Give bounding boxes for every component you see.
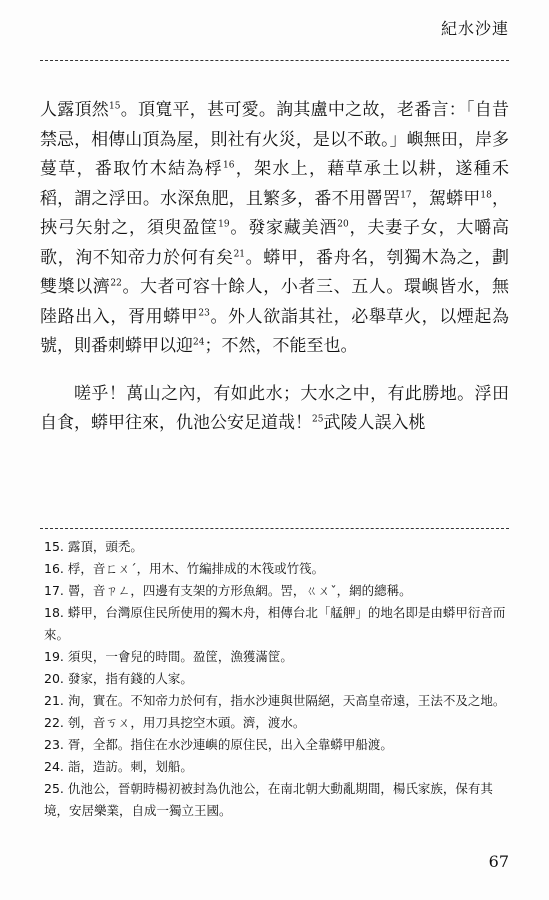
running-header: 紀水沙連 [440,19,509,38]
text-run: 人露頂然 [40,100,110,120]
footnote-marker: 21 [233,248,246,259]
footnote-marker: 17 [400,189,412,200]
footnote-marker: 15 [109,101,121,112]
footnote-marker: 20 [337,219,349,230]
footnote-marker: 18 [480,189,492,200]
main-text [40,96,509,439]
footnote-divider [40,528,509,529]
footnote-marker: 22 [110,278,122,289]
text-run: 。大者可容十餘人，小者三、五人。環嶼皆水，無陸路出入，胥用蟒甲 [40,277,510,327]
text-run: 嗟乎！萬山之內，有如此水；大水之中，有此勝地。浮田自食，蟒甲往來，仇池公安足道哉！ [40,383,509,433]
text-run: ，駕蟒甲 [411,188,481,209]
paragraph-1 [40,96,509,362]
text-run: 。發家藏美酒 [229,218,338,238]
footnote-marker: 25 [312,414,324,425]
footnote-marker: 23 [198,307,210,318]
footnote-item: 18. 蟒甲，台灣原住民所使用的獨木舟，相傳台北「艋舺」的地名即是由蟒甲衍音而來。 [44,605,506,642]
footnote-item: 25. 仇池公，晉朝時楊初被封為仇池公，在南北朝大動亂期間，楊氏家族，保有其境，安居樂業，自成一獨立王國。 [44,781,493,818]
text-run: 。頂寬平，甚可愛。詢其盧中之故，老番言：「自昔禁忌，相傳山頂為屋，則社有火災，是以不敢。」嶼無田，岸多蔓草，番取竹木結為桴 [40,100,510,179]
text-run: 武陵人誤入桃 [323,413,426,433]
footnote-marker: 19 [218,219,230,230]
footnote-item: 23. 胥，全都。指住在水沙連嶼的原住民，出入全靠蟒甲船渡。 [44,737,393,752]
page-number: 67 [488,852,509,871]
header-divider [40,60,509,61]
text-run: 。外人欲詣其社，必舉草火，以煙起為號，則番刺蟒甲以迎 [40,306,510,356]
footnote-item: 24. 詣，造訪。刺，划船。 [44,759,193,774]
footnote-marker: 24 [193,337,205,348]
footnotes [44,536,509,822]
footnote-item: 22. 刳，音ㄎㄨ，用刀具挖空木頭。濟，渡水。 [44,715,306,730]
paragraph-2 [40,380,509,439]
footnote-item: 21. 洵，實在。不知帝力於何有，指水沙連與世隔絕，天高皇帝遠，王法不及之地。 [44,693,506,708]
footnote-marker: 16 [223,160,235,171]
text-run: ，架水上，藉草承土以耕，遂種禾稻，謂之浮田。水深魚肥，且繁多，番不用罾罟 [40,159,510,209]
text-run: 。蟒甲，番舟名，刳獨木為之，劃雙槳以濟 [40,247,510,297]
footnote-item: 16. 桴，音ㄈㄨˊ，用木、竹編排成的木筏或竹筏。 [44,561,325,576]
footnote-item: 19. 須臾，一會兒的時間。盈筐，漁獲滿筐。 [44,649,293,664]
footnote-list [44,536,509,822]
text-run: ，挾弓矢射之，須臾盈筐 [40,188,510,238]
text-run: ，夫妻子女，大嚼高歌，洵不知帝力於何有矣 [40,218,510,268]
footnote-item: 17. 罾，音ㄗㄥ，四邊有支架的方形魚網。罟，ㄍㄨˇ，網的總稱。 [44,583,412,598]
footnote-item: 20. 發家，指有錢的人家。 [44,671,193,686]
footnote-item: 15. 露頂，頭禿。 [44,539,143,554]
text-run: ；不然，不能至也。 [204,336,358,356]
